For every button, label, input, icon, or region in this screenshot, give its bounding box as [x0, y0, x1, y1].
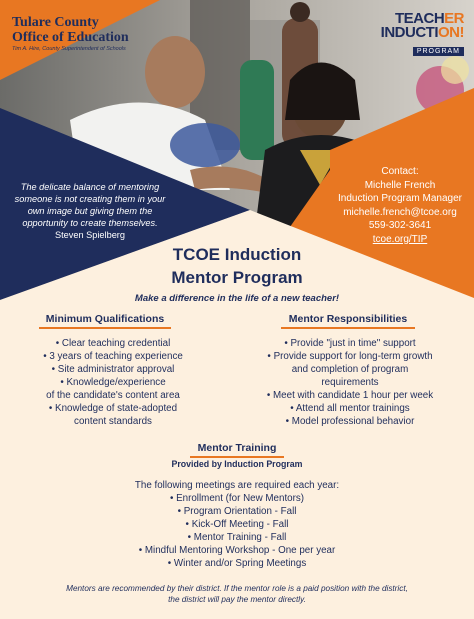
mentor-training-heading: Mentor Training [197, 442, 277, 454]
contact-heading: Contact: [381, 166, 419, 177]
list-item: • Enrollment (for New Mentors) [169, 493, 305, 504]
list-item: • Mentor Training - Fall [187, 532, 287, 543]
quote-author: Steven Spielberg [55, 230, 125, 240]
list-item: • Model professional behavior [285, 416, 415, 427]
list-item: The following meetings are required each year: [134, 480, 340, 491]
contact-block [330, 165, 470, 246]
logo-word-inducti: INDUCTI [380, 24, 438, 41]
list-item: • Program Orientation - Fall [177, 506, 297, 517]
contact-website-link[interactable]: tcoe.org/TIP [372, 233, 428, 245]
org-name-line2: Office of Education [12, 30, 129, 45]
teacher-induction-logo [336, 12, 464, 58]
heading-underline [281, 327, 415, 329]
logo-word-teach: TEACH [394, 10, 445, 27]
org-name-line1: Tulare County [12, 15, 99, 30]
list-item: • Knowledge/experience [60, 377, 166, 388]
contact-name: Michelle French [364, 179, 436, 191]
list-item: requirements [321, 377, 379, 388]
tcoe-logo [12, 16, 162, 53]
min-qualifications-heading: Minimum Qualifications [45, 313, 165, 325]
contact-role: Induction Program Manager [338, 193, 462, 204]
list-item: of the candidate's content area [46, 390, 180, 401]
page-title [0, 243, 474, 289]
spielberg-quote [6, 181, 174, 241]
mentor-training-subheading: Provided by Induction Program [171, 459, 303, 469]
contact-email[interactable]: michelle.french@tcoe.org [343, 206, 457, 218]
list-item: • Mindful Mentoring Workshop - One per year [138, 545, 336, 556]
list-item: • 3 years of teaching experience [43, 351, 183, 362]
mentor-responsibilities-list [250, 337, 450, 428]
logo-word-on: ON! [438, 24, 464, 41]
min-qualifications-list [8, 337, 218, 428]
org-superintendent: Tim A. Hire, County Superintendent of Schools [12, 46, 126, 52]
title-line1: TCOE Induction [172, 245, 302, 264]
mentor-training-heading-block [187, 442, 287, 458]
list-item: • Clear teaching credential [55, 338, 171, 349]
quote-text: The delicate balance of mentoring someone is not creating them in your own image but giving them the opportunity to create themselves. [14, 182, 166, 228]
list-item: • Provide support for long-term growth [267, 351, 433, 362]
footer-note: Mentors are recommended by their district. If the mentor role is a paid position with the district, the district will pay the mentor directly. [66, 584, 408, 604]
logo-word-program: PROGRAM [413, 47, 464, 56]
heading-underline [190, 456, 284, 458]
min-qualifications-heading-block [30, 313, 180, 329]
mentor-responsibilities-heading: Mentor Responsibilities [288, 313, 408, 325]
list-item: • Winter and/or Spring Meetings [167, 558, 307, 569]
tagline: Make a difference in the life of a new teacher! [134, 293, 340, 304]
logo-word-er: ER [444, 10, 464, 27]
mentor-training-list [0, 479, 474, 570]
list-item: • Knowledge of state-adopted [48, 403, 178, 414]
list-item: • Attend all mentor trainings [290, 403, 410, 414]
contact-phone[interactable]: 559-302-3641 [368, 220, 432, 231]
list-item: and completion of program [291, 364, 409, 375]
mentor-responsibilities-heading-block [278, 313, 418, 329]
list-item: • Provide "just in time" support [284, 338, 416, 349]
list-item: • Meet with candidate 1 hour per week [266, 390, 434, 401]
list-item: • Site administrator approval [51, 364, 175, 375]
heading-underline [39, 327, 171, 329]
list-item: • Kick-Off Meeting - Fall [185, 519, 289, 530]
title-line2: Mentor Program [171, 268, 303, 287]
list-item: content standards [74, 416, 152, 427]
